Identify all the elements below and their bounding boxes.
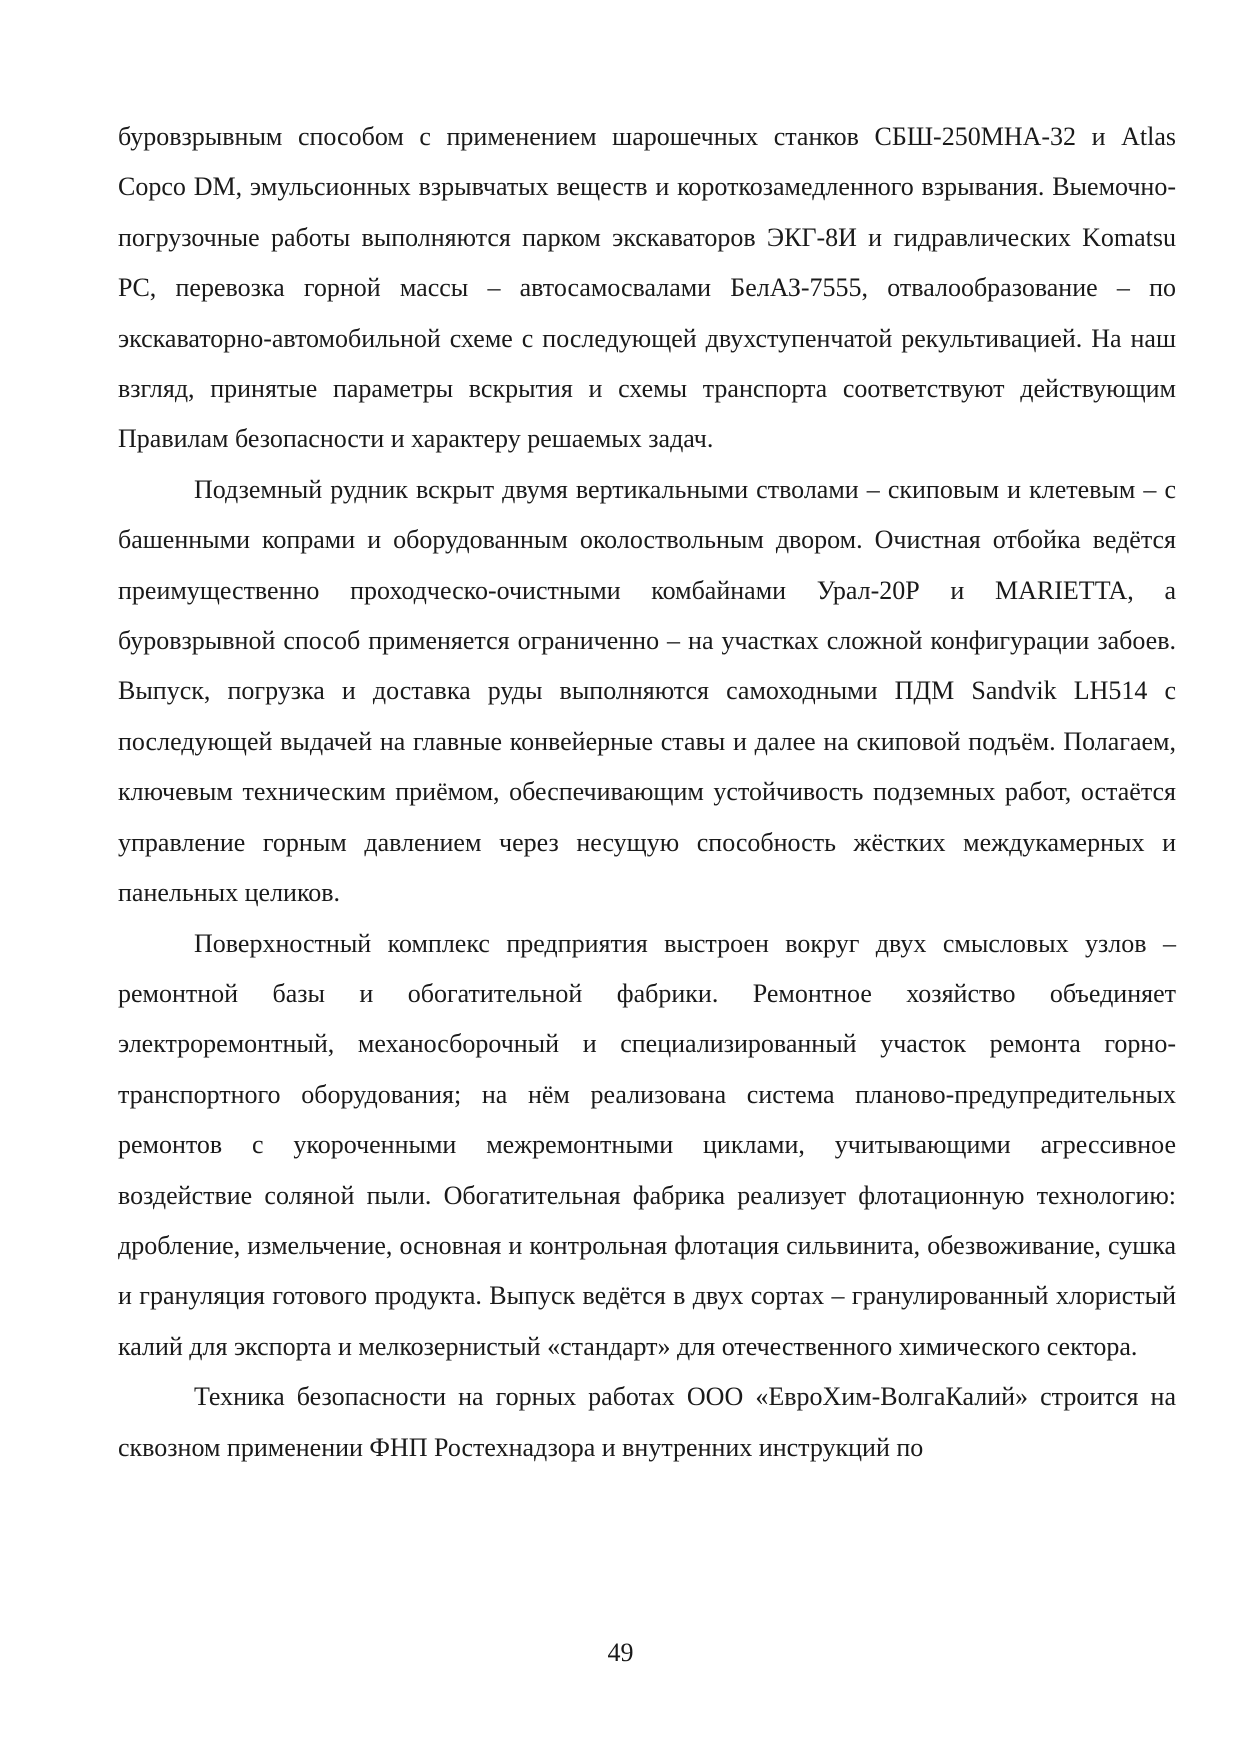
paragraph-3: Поверхностный комплекс предприятия выстроен вокруг двух смысловых узлов – ремонтной базы и обогатительной фабрики. Ремонтное хозяйство объединяет электроремонтный, механосборочный и специализированный участок ремонта горно-транспортного оборудования; на нём реализована система планово-предупредительных ремонтов с укороченными межремонтными циклами, учитывающими агрессивное воздействие соляной пыли. Обогатительная фабрика реализует флотационную технологию: дробление, измельчение, основная и контрольная флотация сильвинита, обезвоживание, сушка и грануляция готового продукта. Выпуск ведётся в двух сортах – гранулированный хлористый калий для экспорта и мелкозернистый «стандарт» для отечественного химического сектора. [118,928,1176,1361]
paragraph-4: Техника безопасности на горных работах ООО «ЕвроХим-ВолгаКалий» строится на сквозном применении ФНП Ростехнадзора и внутренних инструкций по [118,1382,1176,1462]
paragraph-1: буровзрывным способом с применением шарошечных станков СБШ-250МНА-32 и Atlas Copco DM, эмульсионных взрывчатых веществ и короткозамедленного взрывания. Выемочно-погрузочные работы выполняются парком экскаваторов ЭКГ-8И и гидравлических Komatsu PC, перевозка горной массы – автосамосвалами БелАЗ-7555, отвалообразование – по экскаваторно-автомобильной схеме с последующей двухступенчатой рекультивацией. На наш взгляд, принятые параметры вскрытия и схемы транспорта соответствуют действующим Правилам безопасности и характеру решаемых задач. [118,122,1176,454]
page-number: 49 [607,1638,634,1667]
document-body [118,112,1176,1473]
paragraph-2: Подземный рудник вскрыт двумя вертикальными стволами – скиповым и клетевым – с башенными копрами и оборудованным околоствольным двором. Очистная отбойка ведётся преимущественно проходческо-очистными комбайнами Урал-20Р и MARIETTA, а буровзрывной способ применяется ограниченно – на участках сложной конфигурации забоев. Выпуск, погрузка и доставка руды выполняются самоходными ПДМ Sandvik LH514 с последующей выдачей на главные конвейерные ставы и далее на скиповой подъём. Полагаем, ключевым техническим приёмом, обеспечивающим устойчивость подземных работ, остаётся управление горным давлением через несущую способность жёстких междукамерных и панельных целиков. [118,474,1176,908]
